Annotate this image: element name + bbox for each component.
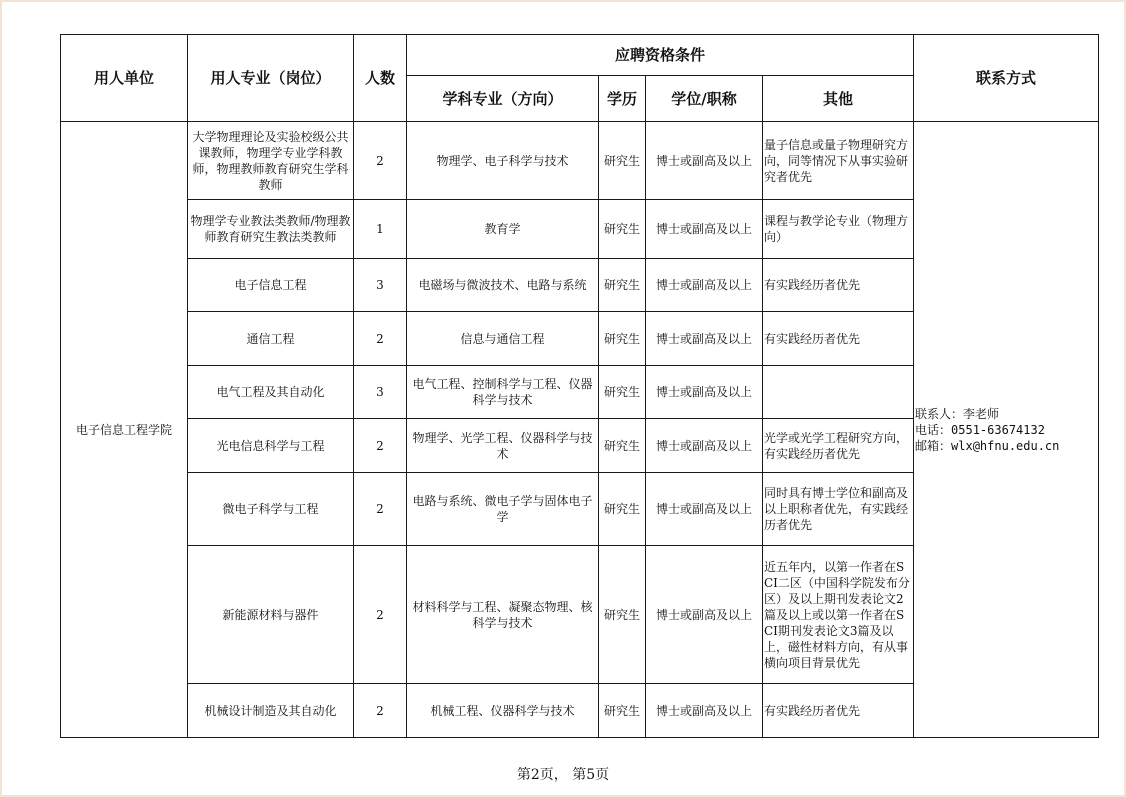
header-unit: 用人单位 [61,35,188,122]
major-cell: 电气工程及其自动化 [188,366,354,419]
count-cell: 3 [354,259,407,312]
education-cell: 研究生 [599,259,646,312]
other-cell: 同时具有博士学位和副高及以上职称者优先，有实践经历者优先 [763,473,914,546]
education-cell: 研究生 [599,419,646,473]
header-subject: 学科专业（方向） [407,76,599,122]
education-cell: 研究生 [599,200,646,259]
subject-cell: 物理学、光学工程、仪器科学与技术 [407,419,599,473]
subject-cell: 电磁场与微波技术、电路与系统 [407,259,599,312]
degree-cell: 博士或副高及以上 [646,684,763,738]
contact-email: 邮箱：wlx@hfnu.edu.cn [915,438,1060,453]
subject-cell: 物理学、电子科学与技术 [407,122,599,200]
other-cell: 有实践经历者优先 [763,259,914,312]
subject-cell: 教育学 [407,200,599,259]
count-cell: 2 [354,684,407,738]
major-cell: 通信工程 [188,312,354,366]
major-cell: 大学物理理论及实验校级公共课教师，物理学专业学科教师，物理教师教育研究生学科教师 [188,122,354,200]
education-cell: 研究生 [599,122,646,200]
header-major-post: 用人专业（岗位） [188,35,354,122]
header-contact: 联系方式 [914,35,1099,122]
degree-cell: 博士或副高及以上 [646,312,763,366]
education-cell: 研究生 [599,546,646,684]
header-count: 人数 [354,35,407,122]
major-cell: 电子信息工程 [188,259,354,312]
degree-cell: 博士或副高及以上 [646,473,763,546]
count-cell: 1 [354,200,407,259]
header-row-1 [61,35,1099,76]
header-education: 学历 [599,76,646,122]
subject-cell: 信息与通信工程 [407,312,599,366]
count-cell: 2 [354,122,407,200]
table-row [61,122,1099,200]
count-cell: 2 [354,312,407,366]
contact-person: 联系人：李老师 [915,406,1000,421]
other-cell: 课程与教学论专业（物理方向） [763,200,914,259]
unit-name: 电子信息工程学院 [61,122,188,738]
degree-cell: 博士或副高及以上 [646,546,763,684]
recruitment-table [60,34,1099,738]
other-cell: 有实践经历者优先 [763,312,914,366]
count-cell: 2 [354,473,407,546]
count-cell: 2 [354,419,407,473]
header-degree: 学位/职称 [646,76,763,122]
major-cell: 机械设计制造及其自动化 [188,684,354,738]
education-cell: 研究生 [599,312,646,366]
contact-phone: 电话：0551-63674132 [915,422,1045,437]
education-cell: 研究生 [599,473,646,546]
degree-cell: 博士或副高及以上 [646,200,763,259]
document-page [2,2,1124,795]
degree-cell: 博士或副高及以上 [646,259,763,312]
other-cell: 有实践经历者优先 [763,684,914,738]
degree-cell: 博士或副高及以上 [646,366,763,419]
other-cell: 量子信息或量子物理研究方向，同等情况下从事实验研究者优先 [763,122,914,200]
count-cell: 3 [354,366,407,419]
major-cell: 新能源材料与器件 [188,546,354,684]
other-cell [763,366,914,419]
subject-cell: 电路与系统、微电子学与固体电子学 [407,473,599,546]
education-cell: 研究生 [599,366,646,419]
subject-cell: 机械工程、仪器科学与技术 [407,684,599,738]
other-cell: 光学或光学工程研究方向，有实践经历者优先 [763,419,914,473]
other-cell: 近五年内，以第一作者在SCI二区（中国科学院发布分区）及以上期刊发表论文2篇及以上或以第一作者在SCI期刊发表论文3篇及以上，磁性材料方向，有从事横向项目背景优先 [763,546,914,684]
degree-cell: 博士或副高及以上 [646,419,763,473]
contact-cell [914,122,1099,738]
degree-cell: 博士或副高及以上 [646,122,763,200]
count-cell: 2 [354,546,407,684]
major-cell: 光电信息科学与工程 [188,419,354,473]
major-cell: 物理学专业教法类教师/物理教师教育研究生教法类教师 [188,200,354,259]
education-cell: 研究生 [599,684,646,738]
major-cell: 微电子科学与工程 [188,473,354,546]
header-other: 其他 [763,76,914,122]
subject-cell: 电气工程、控制科学与工程、仪器科学与技术 [407,366,599,419]
subject-cell: 材料科学与工程、凝聚态物理、核科学与技术 [407,546,599,684]
header-qualification: 应聘资格条件 [407,35,914,76]
page-indicator: 第2页， 第5页 [516,767,610,783]
